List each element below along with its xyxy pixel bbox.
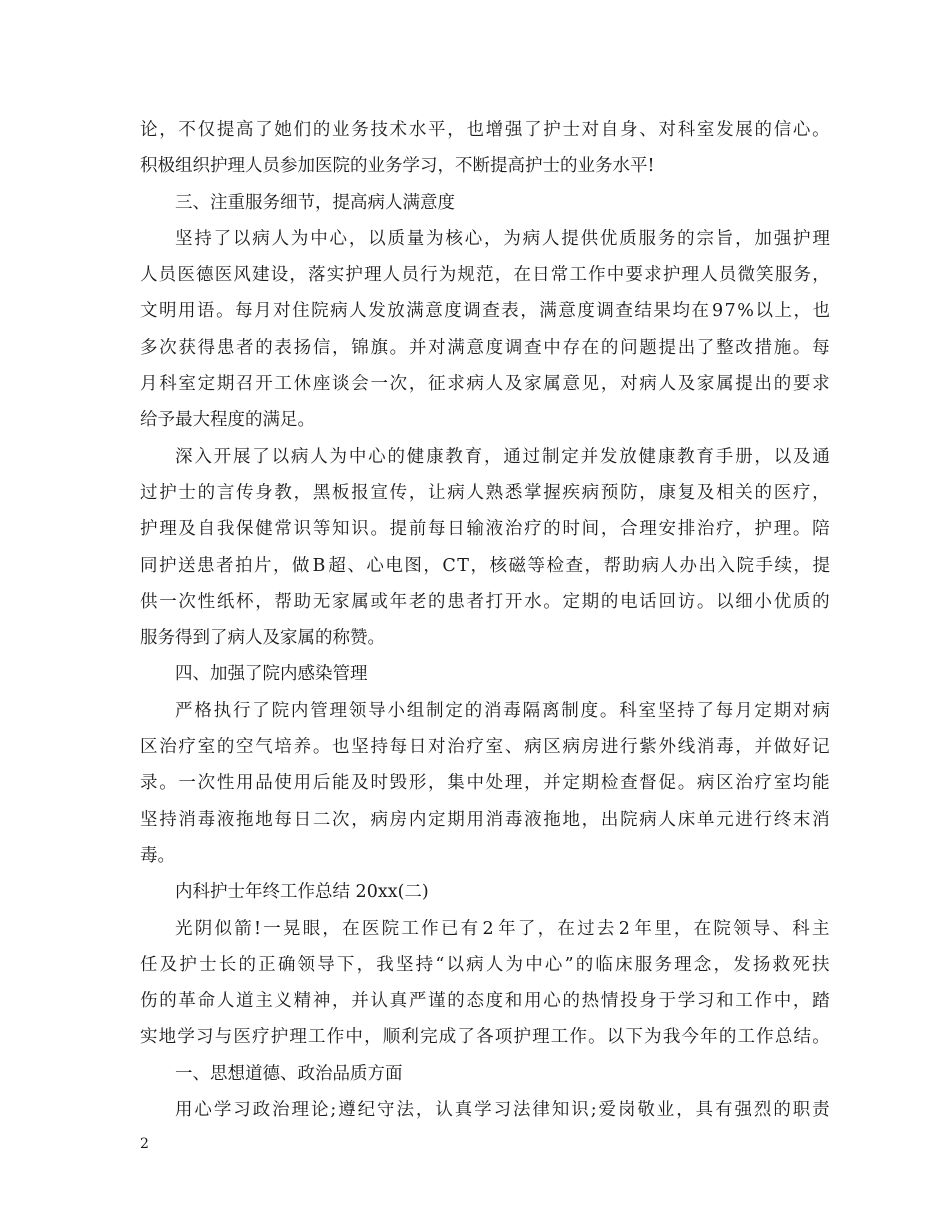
text-line: 月 科 室 定 期 召 开 工 休 座 谈 会 一 次 ， 征 求 病 人 及 家 属 意 见 ， 对 病 人 及 家 属 提 出 的 要 求 [140,374,830,395]
text-line: 伤 的 革 命 人 道 主 义 精 神 ， 并 认 真 严 谨 的 态 度 和 用 心 的 热 情 投 身 于 学 习 和 工 作 中 ， 踏 [140,991,830,1012]
text-line: 录 。 一 次 性 用 品 使 用 后 能 及 时 毁 形 ， 集 中 处 理 ， 并 定 期 检 查 督 促 。 病 区 治 疗 室 均 能 [140,773,830,794]
text-line: 深 入 开 展 了 以 病 人 为 中 心 的 健 康 教 育 ， 通 过 制 定 并 发 放 健 康 教 育 手 册 ， 以 及 通 [175,446,830,467]
text-line: 一、思想道德、政治品质方面 [175,1063,403,1084]
text-line: 光 阴 似 箭 ! 一 晃 眼 ， 在 医 院 工 作 已 有 2 年 了 ， 在 过 去 2 年 里 ， 在 院 领 导 、 科 主 [175,918,830,939]
text-line: 多 次 获 得 患 者 的 表 扬 信 ， 锦 旗 。 并 对 满 意 度 调 查 中 存 在 的 问 题 提 出 了 整 改 措 施 。 每 [140,337,830,358]
text-line: 四、加强了院内感染管理 [175,664,368,685]
document-body [140,112,830,1128]
text-line: 毒。 [140,845,175,866]
text-line: 区 治 疗 室 的 空 气 培 养 。 也 坚 持 每 日 对 治 疗 室 、 病 区 病 房 进 行 紫 外 线 消 毒 ， 并 做 好 记 [140,737,830,758]
text-line: 坚 持 消 毒 液 拖 地 每 日 二 次 ， 病 房 内 定 期 用 消 毒 液 拖 地 ， 出 院 病 人 床 单 元 进 行 终 末 消 [140,809,830,830]
text-line: 积极组织护理人员参加医院的业务学习，不断提高护士的业务水平! [140,156,655,177]
text-line: 给予最大程度的满足。 [140,410,315,431]
text-line: 坚 持 了 以 病 人 为 中 心 ， 以 质 量 为 核 心 ， 为 病 人 提 供 优 质 服 务 的 宗 旨 ， 加 强 护 理 [175,228,830,249]
text-line: 任 及 护 士 长 的 正 确 领 导 下 ， 我 坚 持 “ 以 病 人 为 中 心 ” 的 临 床 服 务 理 念 ， 发 扬 救 死 扶 [140,954,830,975]
text-line: 内科护士年终工作总结 20xx(二) [175,882,429,903]
text-line: 服务得到了病人及家属的称赞。 [140,628,385,649]
text-line: 三、注重服务细节，提高病人满意度 [175,192,455,213]
text-line: 供 一 次 性 纸 杯 ， 帮 助 无 家 属 或 年 老 的 患 者 打 开 水 。 定 期 的 电 话 回 访 。 以 细 小 优 质 的 [140,591,830,612]
text-line: 过 护 士 的 言 传 身 教 ， 黑 板 报 宣 传 ， 让 病 人 熟 悉 掌 握 疾 病 预 防 ， 康 复 及 相 关 的 医 疗 ， [140,482,830,503]
text-line: 用 心 学 习 政 治 理 论 ; 遵 纪 守 法 ， 认 真 学 习 法 律 知 识 ; 爱 岗 敬 业 ， 具 有 强 烈 的 职 责 [175,1100,830,1121]
text-line: 实 地 学 习 与 医 疗 护 理 工 作 中 ， 顺 利 完 成 了 各 项 护 理 工 作 。 以 下 为 我 今 年 的 工 作 总 结 。 [140,1027,830,1048]
text-line: 人 员 医 德 医 风 建 设 ， 落 实 护 理 人 员 行 为 规 范 ， 在 日 常 工 作 中 要 求 护 理 人 员 微 笑 服 务 ， [140,265,830,286]
text-line: 文 明 用 语 。 每 月 对 住 院 病 人 发 放 满 意 度 调 查 表 ， 满 意 度 调 查 结 果 均 在 9 7 % 以 上 ， 也 [140,301,830,322]
text-line: 同 护 送 患 者 拍 片 ， 做 B 超 、 心 电 图 ， C T ， 核 磁 等 检 查 ， 帮 助 病 人 办 出 入 院 手 续 ， 提 [140,555,830,576]
text-line: 论 ， 不 仅 提 高 了 她 们 的 业 务 技 术 水 平 ， 也 增 强 了 护 士 对 自 身 、 对 科 室 发 展 的 信 心 。 [140,120,830,140]
text-line: 严 格 执 行 了 院 内 管 理 领 导 小 组 制 定 的 消 毒 隔 离 制 度 。 科 室 坚 持 了 每 月 定 期 对 病 [175,700,830,721]
page-number: 2 [140,1136,149,1152]
text-line: 护 理 及 自 我 保 健 常 识 等 知 识 。 提 前 每 日 输 液 治 疗 的 时 间 ， 合 理 安 排 治 疗 ， 护 理 。 陪 [140,519,830,540]
